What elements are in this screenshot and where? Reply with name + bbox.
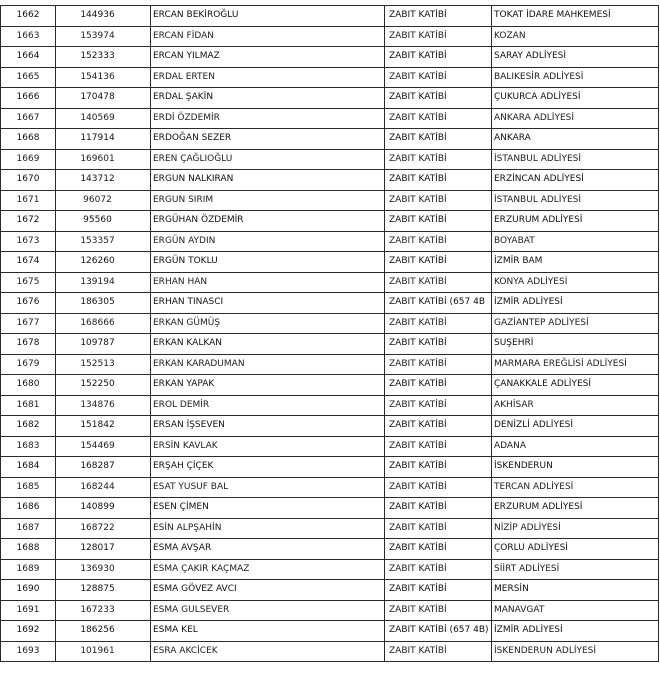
- full-name-cell: ERSİN KAVLAK: [151, 436, 385, 457]
- job-title-cell: ZABIT KATİBİ: [385, 375, 492, 396]
- registry-number-cell: 153357: [56, 231, 151, 252]
- office-cell: MARMARA EREĞLİSİ ADLİYESİ: [492, 354, 659, 375]
- job-title-cell: ZABIT KATİBİ: [385, 149, 492, 170]
- full-name-cell: EREN ÇAĞLIOĞLU: [151, 149, 385, 170]
- job-title-cell: ZABIT KATİBİ: [385, 518, 492, 539]
- job-title-cell: ZABIT KATİBİ: [385, 498, 492, 519]
- office-cell: ADANA: [492, 436, 659, 457]
- full-name-cell: ESİN ALPŞAHİN: [151, 518, 385, 539]
- job-title-cell: ZABIT KATİBİ: [385, 559, 492, 580]
- document-sheet: [0, 5, 658, 662]
- row-number-cell: 1678: [1, 334, 56, 355]
- registry-number-cell: 152250: [56, 375, 151, 396]
- job-title-cell: ZABIT KATİBİ: [385, 272, 492, 293]
- registry-number-cell: 168244: [56, 477, 151, 498]
- job-title-cell: ZABIT KATİBİ: [385, 600, 492, 621]
- office-cell: ERZURUM ADLİYESİ: [492, 211, 659, 232]
- table-row: [1, 477, 659, 498]
- row-number-cell: 1662: [1, 6, 56, 27]
- table-row: [1, 252, 659, 273]
- full-name-cell: ESMA AVŞAR: [151, 539, 385, 560]
- table-row: [1, 149, 659, 170]
- row-number-cell: 1680: [1, 375, 56, 396]
- job-title-cell: ZABIT KATİBİ: [385, 436, 492, 457]
- table-row: [1, 334, 659, 355]
- office-cell: MERSİN: [492, 580, 659, 601]
- full-name-cell: ERSAN İŞSEVEN: [151, 416, 385, 437]
- table-row: [1, 190, 659, 211]
- job-title-cell: ZABIT KATİBİ: [385, 211, 492, 232]
- table-row: [1, 26, 659, 47]
- table-row: [1, 518, 659, 539]
- row-number-cell: 1692: [1, 621, 56, 642]
- registry-number-cell: 95560: [56, 211, 151, 232]
- table-row: [1, 108, 659, 129]
- office-cell: ÇUKURCA ADLİYESİ: [492, 88, 659, 109]
- office-cell: KOZAN: [492, 26, 659, 47]
- registry-number-cell: 154136: [56, 67, 151, 88]
- office-cell: İSTANBUL ADLİYESİ: [492, 190, 659, 211]
- full-name-cell: ERGUN NALKIRAN: [151, 170, 385, 191]
- table-row: [1, 539, 659, 560]
- office-cell: TOKAT İDARE MAHKEMESİ: [492, 6, 659, 27]
- office-cell: KONYA ADLİYESİ: [492, 272, 659, 293]
- office-cell: TERCAN ADLİYESİ: [492, 477, 659, 498]
- row-number-cell: 1691: [1, 600, 56, 621]
- row-number-cell: 1675: [1, 272, 56, 293]
- row-number-cell: 1690: [1, 580, 56, 601]
- registry-number-cell: 186305: [56, 293, 151, 314]
- job-title-cell: ZABIT KATİBİ: [385, 580, 492, 601]
- job-title-cell: ZABIT KATİBİ: [385, 129, 492, 150]
- table-row: [1, 47, 659, 68]
- row-number-cell: 1668: [1, 129, 56, 150]
- full-name-cell: ESMA GULSEVER: [151, 600, 385, 621]
- job-title-cell: ZABIT KATİBİ: [385, 395, 492, 416]
- table-row: [1, 88, 659, 109]
- table-row: [1, 600, 659, 621]
- registry-number-cell: 140569: [56, 108, 151, 129]
- row-number-cell: 1683: [1, 436, 56, 457]
- full-name-cell: ERDOĞAN SEZER: [151, 129, 385, 150]
- job-title-cell: ZABIT KATİBİ: [385, 47, 492, 68]
- full-name-cell: ERGÜN AYDIN: [151, 231, 385, 252]
- office-cell: İZMİR BAM: [492, 252, 659, 273]
- full-name-cell: ESEN ÇİMEN: [151, 498, 385, 519]
- row-number-cell: 1682: [1, 416, 56, 437]
- job-title-cell: ZABIT KATİBİ: [385, 641, 492, 662]
- full-name-cell: ERCAN BEKİROĞLU: [151, 6, 385, 27]
- full-name-cell: ERHAN TINASCI: [151, 293, 385, 314]
- table-row: [1, 559, 659, 580]
- full-name-cell: ESMA KEL: [151, 621, 385, 642]
- row-number-cell: 1686: [1, 498, 56, 519]
- row-number-cell: 1693: [1, 641, 56, 662]
- row-number-cell: 1679: [1, 354, 56, 375]
- row-number-cell: 1687: [1, 518, 56, 539]
- job-title-cell: ZABIT KATİBİ: [385, 67, 492, 88]
- registry-number-cell: 170478: [56, 88, 151, 109]
- registry-number-cell: 128017: [56, 539, 151, 560]
- registry-number-cell: 154469: [56, 436, 151, 457]
- registry-number-cell: 128875: [56, 580, 151, 601]
- row-number-cell: 1673: [1, 231, 56, 252]
- office-cell: ÇANAKKALE ADLİYESİ: [492, 375, 659, 396]
- registry-number-cell: 144936: [56, 6, 151, 27]
- job-title-cell: ZABIT KATİBİ: [385, 190, 492, 211]
- row-number-cell: 1663: [1, 26, 56, 47]
- table-row: [1, 395, 659, 416]
- registry-number-cell: 186256: [56, 621, 151, 642]
- job-title-cell: ZABIT KATİBİ (657 4B): [385, 621, 492, 642]
- registry-number-cell: 134876: [56, 395, 151, 416]
- office-cell: AKHİSAR: [492, 395, 659, 416]
- job-title-cell: ZABIT KATİBİ: [385, 416, 492, 437]
- job-title-cell: ZABIT KATİBİ: [385, 108, 492, 129]
- full-name-cell: ESMA GÖVEZ AVCI: [151, 580, 385, 601]
- office-cell: ANKARA ADLİYESİ: [492, 108, 659, 129]
- full-name-cell: ERGUN SIRIM: [151, 190, 385, 211]
- registry-number-cell: 117914: [56, 129, 151, 150]
- job-title-cell: ZABIT KATİBİ: [385, 334, 492, 355]
- table-row: [1, 313, 659, 334]
- row-number-cell: 1674: [1, 252, 56, 273]
- table-row: [1, 170, 659, 191]
- registry-number-cell: 151842: [56, 416, 151, 437]
- full-name-cell: ERGÜHAN ÖZDEMİR: [151, 211, 385, 232]
- office-cell: MANAVGAT: [492, 600, 659, 621]
- row-number-cell: 1684: [1, 457, 56, 478]
- job-title-cell: ZABIT KATİBİ: [385, 88, 492, 109]
- job-title-cell: ZABIT KATİBİ: [385, 252, 492, 273]
- table-row: [1, 67, 659, 88]
- registry-number-cell: 167233: [56, 600, 151, 621]
- table-row: [1, 231, 659, 252]
- table-body: [1, 6, 659, 662]
- office-cell: İSKENDERUN: [492, 457, 659, 478]
- office-cell: SUŞEHRİ: [492, 334, 659, 355]
- table-row: [1, 211, 659, 232]
- table-row: [1, 621, 659, 642]
- table-row: [1, 272, 659, 293]
- registry-number-cell: 153974: [56, 26, 151, 47]
- table-row: [1, 641, 659, 662]
- office-cell: SARAY ADLİYESİ: [492, 47, 659, 68]
- registry-number-cell: 101961: [56, 641, 151, 662]
- job-title-cell: ZABIT KATİBİ: [385, 6, 492, 27]
- office-cell: ANKARA: [492, 129, 659, 150]
- full-name-cell: ESMA ÇAKIR KAÇMAZ: [151, 559, 385, 580]
- row-number-cell: 1664: [1, 47, 56, 68]
- job-title-cell: ZABIT KATİBİ: [385, 26, 492, 47]
- registry-number-cell: 152333: [56, 47, 151, 68]
- registry-number-cell: 139194: [56, 272, 151, 293]
- full-name-cell: ERDİ ÖZDEMİR: [151, 108, 385, 129]
- registry-number-cell: 96072: [56, 190, 151, 211]
- office-cell: ÇORLU ADLİYESİ: [492, 539, 659, 560]
- row-number-cell: 1677: [1, 313, 56, 334]
- office-cell: BOYABAT: [492, 231, 659, 252]
- full-name-cell: ESRA AKCİCEK: [151, 641, 385, 662]
- office-cell: İZMİR ADLİYESİ: [492, 621, 659, 642]
- row-number-cell: 1669: [1, 149, 56, 170]
- table-row: [1, 6, 659, 27]
- full-name-cell: ERCAN YILMAZ: [151, 47, 385, 68]
- full-name-cell: ERCAN FİDAN: [151, 26, 385, 47]
- office-cell: ERZURUM ADLİYESİ: [492, 498, 659, 519]
- registry-number-cell: 140899: [56, 498, 151, 519]
- table-row: [1, 498, 659, 519]
- job-title-cell: ZABIT KATİBİ: [385, 354, 492, 375]
- office-cell: İSTANBUL ADLİYESİ: [492, 149, 659, 170]
- registry-number-cell: 143712: [56, 170, 151, 191]
- row-number-cell: 1671: [1, 190, 56, 211]
- full-name-cell: ERŞAH ÇİÇEK: [151, 457, 385, 478]
- table-row: [1, 580, 659, 601]
- table-row: [1, 375, 659, 396]
- row-number-cell: 1689: [1, 559, 56, 580]
- table-row: [1, 293, 659, 314]
- full-name-cell: ERHAN HAN: [151, 272, 385, 293]
- job-title-cell: ZABIT KATİBİ: [385, 231, 492, 252]
- full-name-cell: ERKAN GÜMÜŞ: [151, 313, 385, 334]
- job-title-cell: ZABIT KATİBİ: [385, 313, 492, 334]
- office-cell: İSKENDERUN ADLİYESİ: [492, 641, 659, 662]
- registry-number-cell: 168666: [56, 313, 151, 334]
- row-number-cell: 1666: [1, 88, 56, 109]
- office-cell: ERZİNCAN ADLİYESİ: [492, 170, 659, 191]
- full-name-cell: EROL DEMİR: [151, 395, 385, 416]
- registry-number-cell: 109787: [56, 334, 151, 355]
- row-number-cell: 1681: [1, 395, 56, 416]
- registry-number-cell: 136930: [56, 559, 151, 580]
- table-row: [1, 457, 659, 478]
- registry-number-cell: 168722: [56, 518, 151, 539]
- row-number-cell: 1685: [1, 477, 56, 498]
- row-number-cell: 1665: [1, 67, 56, 88]
- job-title-cell: ZABIT KATİBİ (657 4B: [385, 293, 492, 314]
- row-number-cell: 1670: [1, 170, 56, 191]
- table-row: [1, 129, 659, 150]
- office-cell: DENİZLİ ADLİYESİ: [492, 416, 659, 437]
- office-cell: GAZİANTEP ADLİYESİ: [492, 313, 659, 334]
- office-cell: NİZİP ADLİYESİ: [492, 518, 659, 539]
- job-title-cell: ZABIT KATİBİ: [385, 477, 492, 498]
- office-cell: BALIKESİR ADLİYESİ: [492, 67, 659, 88]
- table-row: [1, 416, 659, 437]
- full-name-cell: ERKAN KALKAN: [151, 334, 385, 355]
- personnel-table: [0, 5, 659, 662]
- row-number-cell: 1688: [1, 539, 56, 560]
- job-title-cell: ZABIT KATİBİ: [385, 539, 492, 560]
- office-cell: İZMİR ADLİYESİ: [492, 293, 659, 314]
- table-row: [1, 436, 659, 457]
- registry-number-cell: 168287: [56, 457, 151, 478]
- registry-number-cell: 126260: [56, 252, 151, 273]
- full-name-cell: ERKAN YAPAK: [151, 375, 385, 396]
- row-number-cell: 1667: [1, 108, 56, 129]
- full-name-cell: ESAT YUSUF BAL: [151, 477, 385, 498]
- full-name-cell: ERDAL ŞAKİN: [151, 88, 385, 109]
- full-name-cell: ERKAN KARADUMAN: [151, 354, 385, 375]
- registry-number-cell: 169601: [56, 149, 151, 170]
- row-number-cell: 1672: [1, 211, 56, 232]
- job-title-cell: ZABIT KATİBİ: [385, 457, 492, 478]
- full-name-cell: ERDAL ERTEN: [151, 67, 385, 88]
- table-row: [1, 354, 659, 375]
- registry-number-cell: 152513: [56, 354, 151, 375]
- office-cell: SİİRT ADLİYESİ: [492, 559, 659, 580]
- row-number-cell: 1676: [1, 293, 56, 314]
- full-name-cell: ERGÜN TOKLU: [151, 252, 385, 273]
- job-title-cell: ZABIT KATİBİ: [385, 170, 492, 191]
